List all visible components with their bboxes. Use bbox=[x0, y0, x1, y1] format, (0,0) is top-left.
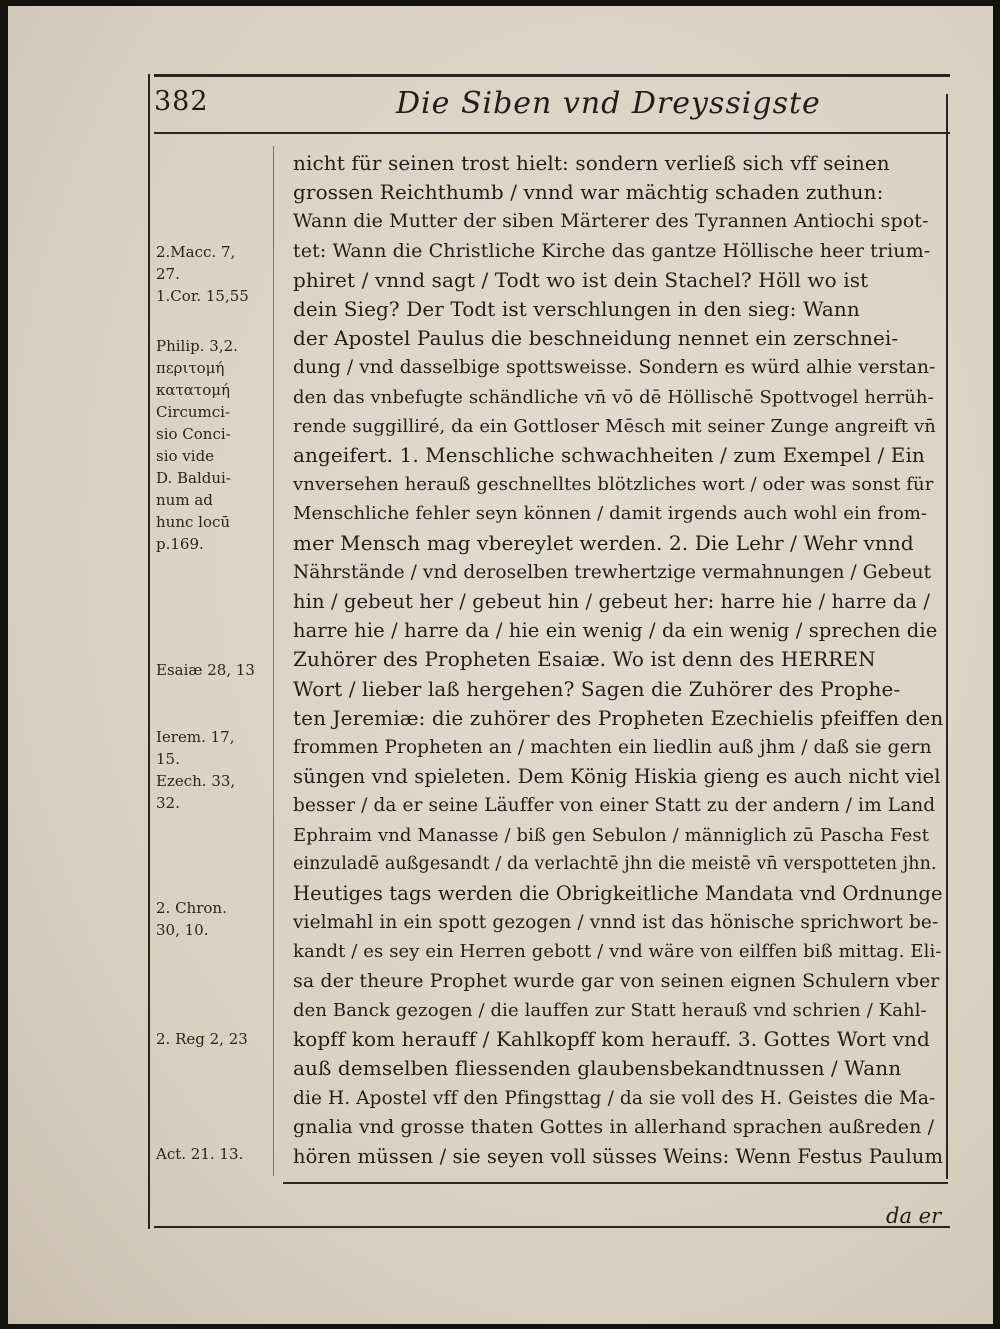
text-line: rende suggilliré, da ein Gottloser Mēsch mit seiner Zunge angreift vn̄ bbox=[293, 415, 936, 437]
text-line: auß demselben fliessenden glaubensbekandtnussen / Wann bbox=[293, 1056, 902, 1081]
text-line: phiret / vnnd sagt / Todt wo ist dein Stachel? Höll wo ist bbox=[293, 267, 869, 292]
text-line: Ephraim vnd Manasse / biß gen Sebulon / männiglich zū Pascha Fest bbox=[293, 824, 930, 846]
margin-note: 2. Reg 2, 23 bbox=[156, 1030, 248, 1048]
text-line: mer Mensch mag vbereylet werden. 2. Die Lehr / Wehr vnnd bbox=[293, 530, 914, 555]
bottom-text-rule bbox=[283, 1182, 948, 1184]
book-page bbox=[8, 6, 993, 1324]
catchword: da er bbox=[886, 1204, 942, 1228]
right-column-rule bbox=[946, 94, 948, 1179]
gutter-rule bbox=[273, 146, 274, 1176]
text-line: gnalia vnd grosse thaten Gottes in allerhand sprachen außreden / bbox=[293, 1115, 935, 1138]
text-line: die H. Apostel vff den Pfingsttag / da sie voll des H. Geistes die Ma- bbox=[293, 1087, 936, 1109]
margin-note: Ierem. 17, 15. Ezech. 33, 32. bbox=[156, 728, 236, 812]
text-line: vnversehen herauß geschnelltes blötzliches wort / oder was sonst für bbox=[293, 474, 934, 496]
left-column-rule bbox=[148, 74, 150, 1229]
text-line: einzuladē außgesandt / da verlachtē jhn die meistē vn̄ verspotteten jhn. bbox=[293, 853, 937, 874]
text-line: süngen vnd spieleten. Dem König Hiskia gieng es auch nicht viel bbox=[293, 765, 941, 789]
text-line: kandt / es sey ein Herren gebott / vnd wäre von eilffen biß mittag. Eli- bbox=[293, 941, 942, 963]
margin-note: 2. Chron. 30, 10. bbox=[156, 899, 227, 939]
header-rule bbox=[154, 132, 950, 134]
margin-note: Act. 21. 13. bbox=[156, 1145, 244, 1163]
margin-note: Philip. 3,2. περιτομή κατατομή Circumci- sio Conci- sio vide D. Baldui- num ad hunc locū p.169. bbox=[156, 337, 238, 553]
text-line: der Apostel Paulus die beschneidung nennet ein zerschnei- bbox=[293, 326, 899, 351]
text-line: Heutiges tags werden die Obrigkeitliche Mandata vnd Ordnunge bbox=[293, 882, 943, 906]
text-line: Wort / lieber laß hergehen? Sagen die Zuhörer des Prophe- bbox=[293, 676, 901, 701]
margin-note: Esaiæ 28, 13 bbox=[156, 661, 255, 679]
text-line: dung / vnd dasselbige spottsweisse. Sondern es würd alhie verstan- bbox=[293, 357, 936, 379]
text-line: vielmahl in ein spott gezogen / vnnd ist das hönische sprichwort be- bbox=[293, 912, 939, 934]
text-line: nicht für seinen trost hielt: sondern verließ sich vff seinen bbox=[293, 151, 890, 175]
margin-note: 2.Macc. 7, 27. 1.Cor. 15,55 bbox=[156, 243, 249, 305]
text-line: hören müssen / sie seyen voll süsses Weins: Wenn Festus Paulum bbox=[293, 1144, 943, 1168]
text-line: kopff kom herauff / Kahlkopff kom herauff. 3. Gottes Wort vnd bbox=[293, 1027, 930, 1052]
text-line: angeifert. 1. Menschliche schwachheiten / zum Exempel / Ein bbox=[293, 443, 925, 468]
footer-rule bbox=[154, 1226, 950, 1228]
text-line: grossen Reichthumb / vnnd war mächtig schaden zuthun: bbox=[293, 180, 884, 205]
text-line: den das vnbefugte schändliche vn̄ vō dē Höllischē Spottvogel herrüh- bbox=[293, 386, 934, 408]
text-line: Zuhörer des Propheten Esaiæ. Wo ist denn des HERREN bbox=[293, 647, 876, 672]
text-line: dein Sieg? Der Todt ist verschlungen in den sieg: Wann bbox=[293, 297, 860, 322]
text-line: besser / da er seine Läuffer von einer Statt zu der andern / im Land bbox=[293, 795, 936, 817]
text-line: tet: Wann die Christliche Kirche das gantze Höllische heer trium- bbox=[293, 239, 931, 262]
text-line: hin / gebeut her / gebeut hin / gebeut her: harre hie / harre da / bbox=[293, 590, 931, 614]
running-title: Die Siben vnd Dreyssigste bbox=[396, 86, 821, 121]
text-line: frommen Propheten an / machten ein liedlin auß jhm / daß sie gern bbox=[293, 737, 932, 759]
text-line: Menschliche fehler seyn können / damit irgends auch wohl ein from- bbox=[293, 503, 928, 525]
text-line: Wann die Mutter der siben Märterer des Tyrannen Antiochi spot- bbox=[293, 210, 929, 233]
text-line: ten Jeremiæ: die zuhörer des Propheten Ezechielis pfeiffen den bbox=[293, 705, 943, 730]
text-line: den Banck gezogen / die lauffen zur Statt herauß vnd schrien / Kahl- bbox=[293, 999, 927, 1021]
top-rule bbox=[154, 74, 950, 77]
text-line: Nährstände / vnd deroselben trewhertzige vermahnungen / Gebeut bbox=[293, 561, 932, 583]
page-number: 382 bbox=[154, 86, 209, 117]
text-line: harre hie / harre da / hie ein wenig / da ein wenig / sprechen die bbox=[293, 619, 938, 643]
body-text bbox=[293, 149, 943, 1171]
text-line: sa der theure Prophet wurde gar von seinen eignen Schulern vber bbox=[293, 969, 940, 992]
